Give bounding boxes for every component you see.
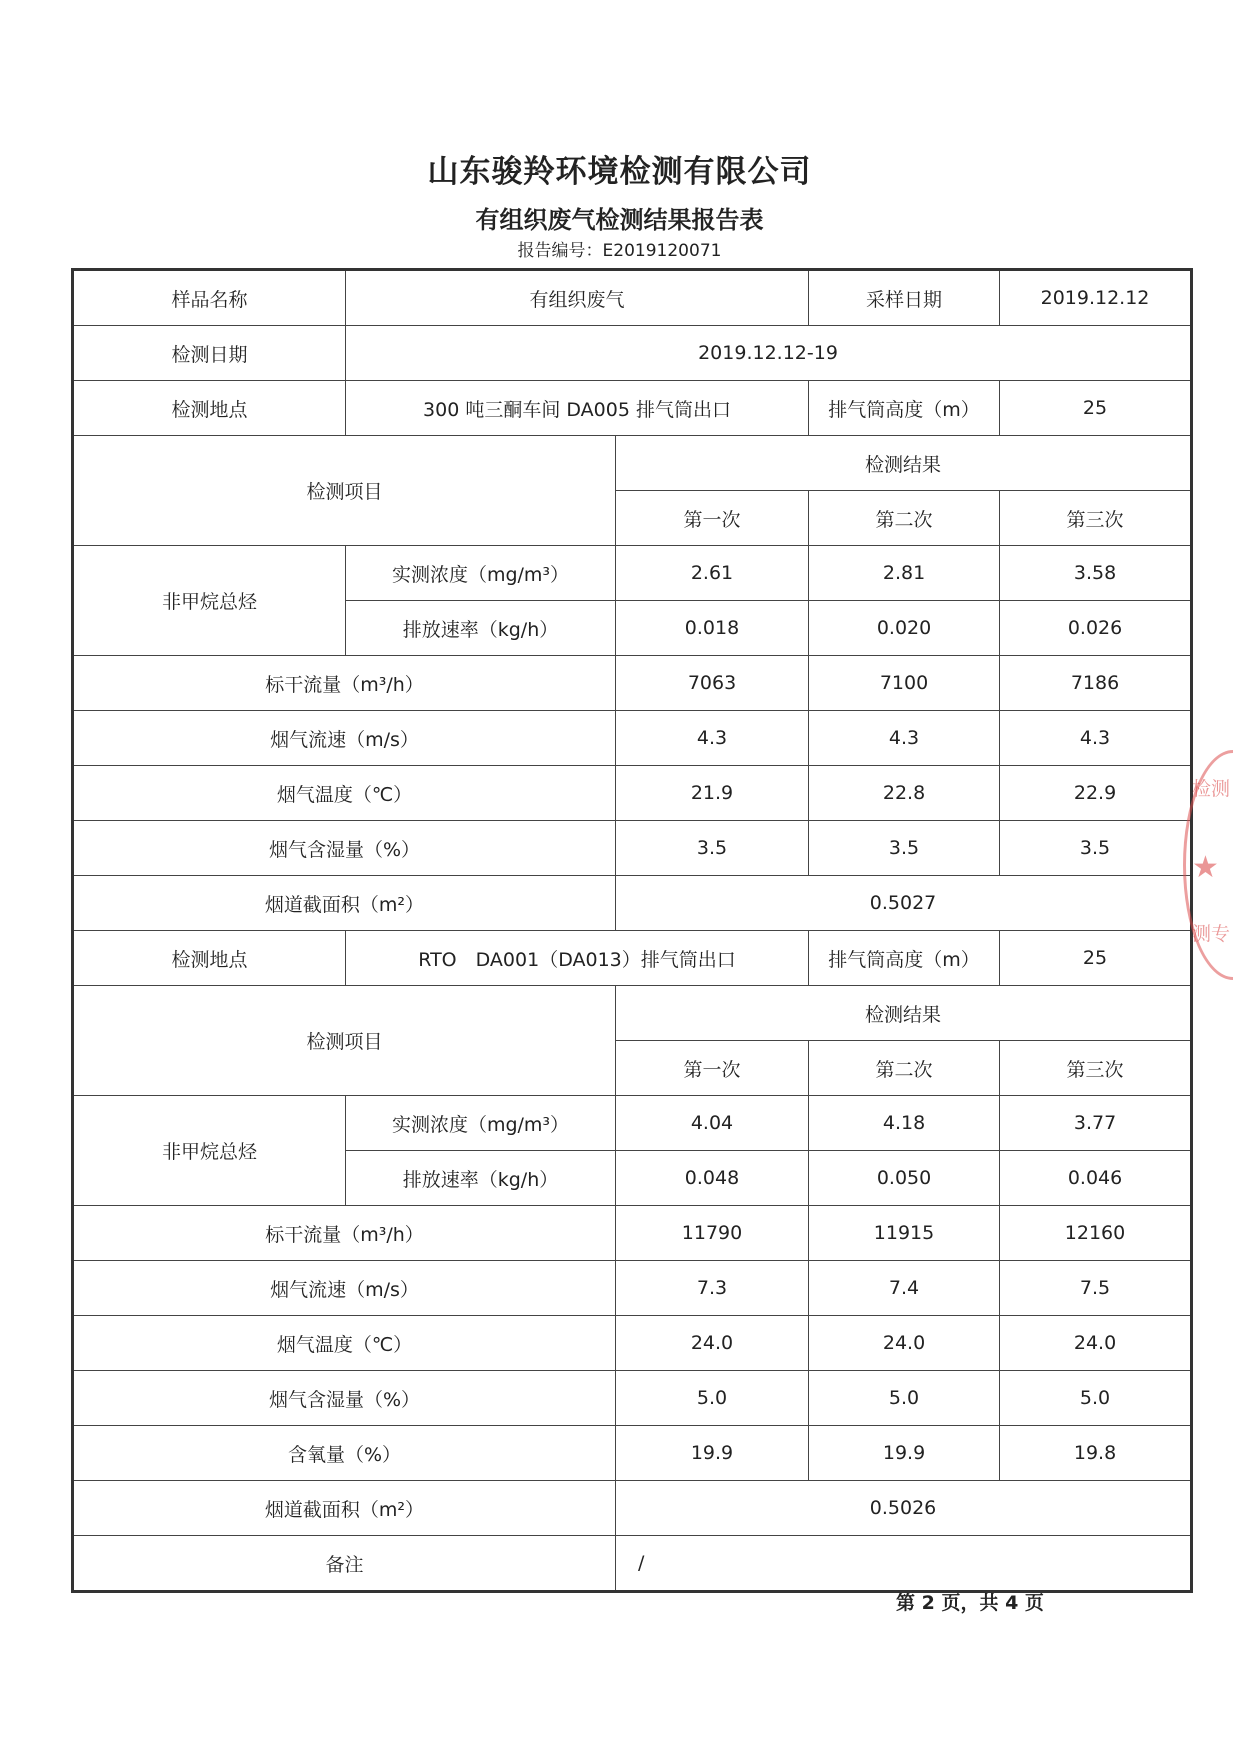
label: 检测结果 <box>616 436 1192 491</box>
value: 11915 <box>809 1206 1000 1261</box>
value: 4.04 <box>616 1096 809 1151</box>
table-row <box>73 876 1192 931</box>
table-row <box>73 931 1192 986</box>
value: 0.5027 <box>616 876 1192 931</box>
remark-value: / <box>616 1536 1192 1592</box>
table-row <box>73 1371 1192 1426</box>
run-header: 第一次 <box>616 491 809 546</box>
label: 烟气温度（℃） <box>73 1316 616 1371</box>
value: 0.020 <box>809 601 1000 656</box>
label: 检测日期 <box>73 326 346 381</box>
value: 5.0 <box>809 1371 1000 1426</box>
value: 24.0 <box>616 1316 809 1371</box>
label: 实测浓度（mg/m³） <box>346 1096 616 1151</box>
table-row <box>73 1536 1192 1592</box>
table-row <box>73 1261 1192 1316</box>
value: 3.5 <box>809 821 1000 876</box>
value: 2.81 <box>809 546 1000 601</box>
table-row <box>73 270 1192 326</box>
run-header: 第二次 <box>809 491 1000 546</box>
label: 样品名称 <box>73 270 346 326</box>
value: 7.4 <box>809 1261 1000 1316</box>
value: 4.3 <box>616 711 809 766</box>
value: 7186 <box>1000 656 1192 711</box>
label: 烟气流速（m/s） <box>73 1261 616 1316</box>
label: 烟气温度（℃） <box>73 766 616 821</box>
report-number: 报告编号：E2019120071 <box>517 241 722 261</box>
label: 实测浓度（mg/m³） <box>346 546 616 601</box>
value: 0.5026 <box>616 1481 1192 1536</box>
label: 排气筒高度（m） <box>809 931 1000 986</box>
value: 7.3 <box>616 1261 809 1316</box>
label: 含氧量（%） <box>73 1426 616 1481</box>
label: 排放速率（kg/h） <box>346 601 616 656</box>
sampling-date: 2019.12.12 <box>1000 270 1192 326</box>
value: 0.048 <box>616 1151 809 1206</box>
label: 采样日期 <box>809 270 1000 326</box>
table-row <box>73 1206 1192 1261</box>
label: 烟道截面积（m²） <box>73 1481 616 1536</box>
value: 11790 <box>616 1206 809 1261</box>
value: 7.5 <box>1000 1261 1192 1316</box>
table-row <box>73 1426 1192 1481</box>
seal-text-bottom: 测专 <box>1192 923 1231 945</box>
label: 烟气含湿量（%） <box>73 821 616 876</box>
label: 排放速率（kg/h） <box>346 1151 616 1206</box>
label: 排气筒高度（m） <box>809 381 1000 436</box>
value: 4.3 <box>1000 711 1192 766</box>
table-row <box>73 656 1192 711</box>
value: 3.58 <box>1000 546 1192 601</box>
label: 标干流量（m³/h） <box>73 656 616 711</box>
stack-height: 25 <box>1000 381 1192 436</box>
run-header: 第一次 <box>616 1041 809 1096</box>
value: 5.0 <box>616 1371 809 1426</box>
seal-text-top: 检测 <box>1192 778 1231 800</box>
value: 2.61 <box>616 546 809 601</box>
value: 0.018 <box>616 601 809 656</box>
label: 检测地点 <box>73 931 346 986</box>
value: 0.026 <box>1000 601 1192 656</box>
value: 12160 <box>1000 1206 1192 1261</box>
label: 烟道截面积（m²） <box>73 876 616 931</box>
value: 7063 <box>616 656 809 711</box>
label: 非甲烷总烃 <box>73 1096 346 1206</box>
company-name: 山东骏羚环境检测有限公司 <box>427 154 812 190</box>
table-row <box>73 436 1192 491</box>
table-row <box>73 546 1192 601</box>
table-row <box>73 821 1192 876</box>
value: 19.8 <box>1000 1426 1192 1481</box>
page-number: 第 2 页，共 4 页 <box>896 1592 1044 1614</box>
label: 检测结果 <box>616 986 1192 1041</box>
value: 24.0 <box>809 1316 1000 1371</box>
label: 烟气流速（m/s） <box>73 711 616 766</box>
label: 标干流量（m³/h） <box>73 1206 616 1261</box>
table-row <box>73 986 1192 1041</box>
value: 22.9 <box>1000 766 1192 821</box>
seal-star-icon: ★ <box>1192 850 1219 885</box>
label: 非甲烷总烃 <box>73 546 346 656</box>
value: 4.18 <box>809 1096 1000 1151</box>
value: 19.9 <box>616 1426 809 1481</box>
table-row <box>73 1481 1192 1536</box>
value: 3.5 <box>616 821 809 876</box>
value: 21.9 <box>616 766 809 821</box>
label: 检测地点 <box>73 381 346 436</box>
report-title: 有组织废气检测结果报告表 <box>475 206 764 234</box>
location: 300 吨三酮车间 DA005 排气筒出口 <box>346 381 809 436</box>
sample-name: 有组织废气 <box>346 270 809 326</box>
run-header: 第三次 <box>1000 491 1192 546</box>
value: 24.0 <box>1000 1316 1192 1371</box>
value: 0.050 <box>809 1151 1000 1206</box>
value: 22.8 <box>809 766 1000 821</box>
value: 7100 <box>809 656 1000 711</box>
run-header: 第二次 <box>809 1041 1000 1096</box>
value: 5.0 <box>1000 1371 1192 1426</box>
value: 0.046 <box>1000 1151 1192 1206</box>
table-row <box>73 326 1192 381</box>
table-row <box>73 766 1192 821</box>
value: 4.3 <box>809 711 1000 766</box>
table-row <box>73 1316 1192 1371</box>
run-header: 第三次 <box>1000 1041 1192 1096</box>
label: 烟气含湿量（%） <box>73 1371 616 1426</box>
value: 19.9 <box>809 1426 1000 1481</box>
value: 3.5 <box>1000 821 1192 876</box>
table-row <box>73 1096 1192 1151</box>
location: RTO DA001（DA013）排气筒出口 <box>346 931 809 986</box>
label: 检测项目 <box>73 986 616 1096</box>
test-date: 2019.12.12-19 <box>346 326 1192 381</box>
label: 备注 <box>73 1536 616 1592</box>
label: 检测项目 <box>73 436 616 546</box>
value: 3.77 <box>1000 1096 1192 1151</box>
table-row <box>73 381 1192 436</box>
results-table <box>71 268 1193 1593</box>
table-row <box>73 711 1192 766</box>
stack-height: 25 <box>1000 931 1192 986</box>
